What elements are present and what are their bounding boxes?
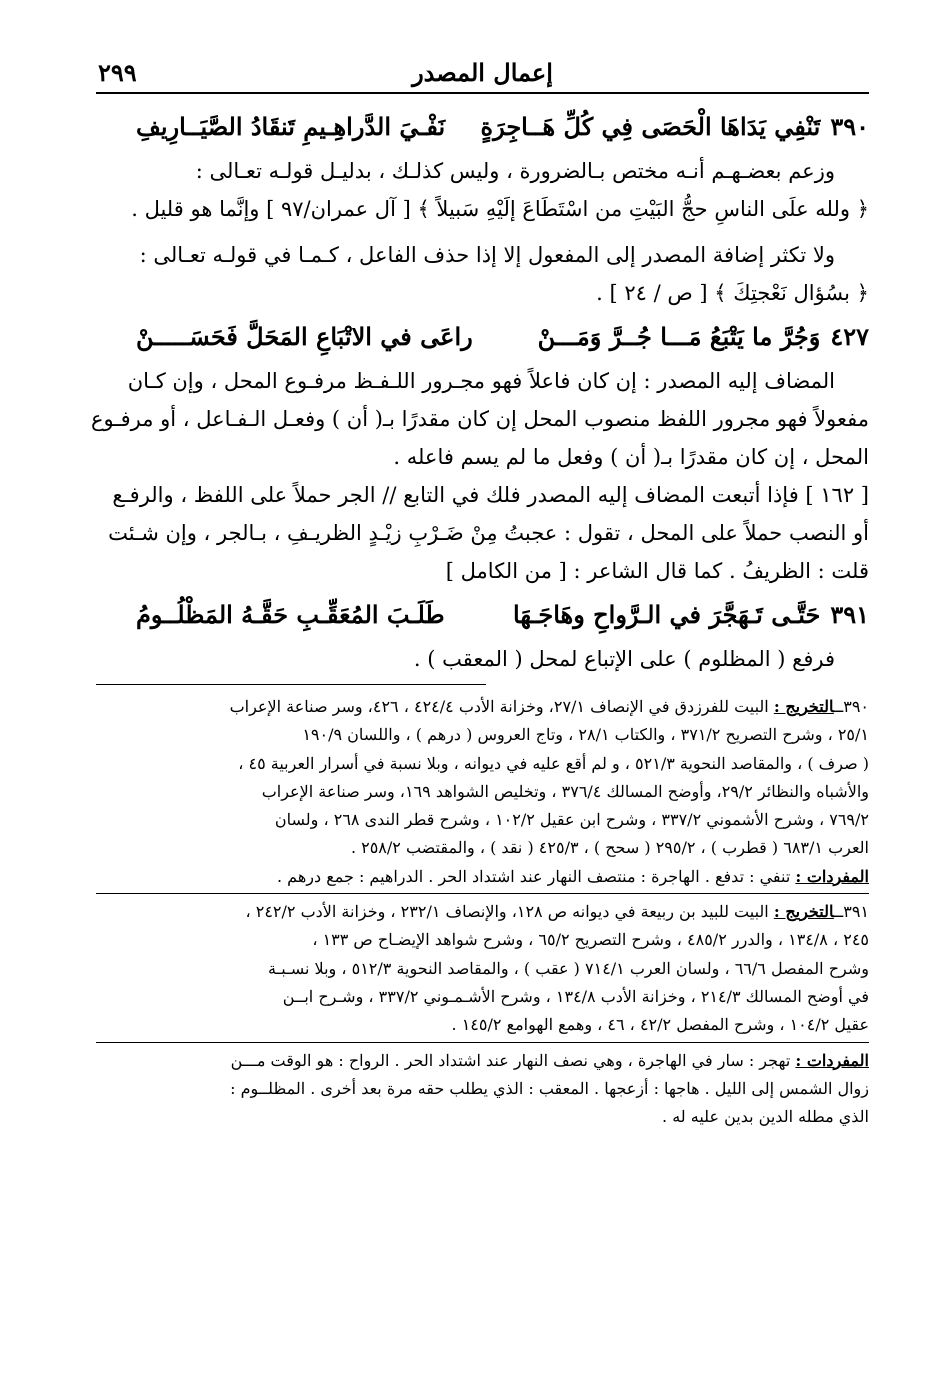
verse-first-hemistich: تَنْفِي يَدَاهَا الْحَصَى فِي كُلِّ هَــاجِرَةٍ bbox=[480, 112, 821, 141]
footnote-line: ٢٥/١ ، وشرح التصريح ٣٧١/٢ ، والكتاب ٢٨/١ ، وتاج العروس ( درهم ) ، واللسان ١٩٠/٩ bbox=[302, 725, 869, 745]
running-header bbox=[96, 52, 869, 94]
book-page bbox=[91, 52, 869, 1131]
footnote-separator bbox=[96, 684, 486, 685]
verse-first-hemistich: حَتَّـى تَـهَجَّرَ في الـرَّواحِ وهَاجَـهَا bbox=[513, 600, 821, 629]
verse-391 bbox=[96, 590, 869, 640]
body-line: مفعولاً فهو مجرور اللفظ منصوب المحل إن كان مقدرًا بـ( أن ) وفعـل الـفـاعل ، أو مرفـوع bbox=[91, 407, 869, 431]
vocab-label: المفردات : bbox=[795, 1050, 869, 1070]
body-line: أو النصب حملاً على المحل ، تقول : عجبتُ مِنْ ضَـرْبِ زيْـدٍ الظريـفِ ، بـالجر ، وإن شـئت bbox=[108, 521, 869, 545]
footnote-line: ٢٤٥ ، ١٣٤/٨ ، والدرر ٤٨٥/٢ ، وشرح التصريح ٦٥/٢ ، وشرح شواهد الإيضـاح ص ١٣٣ ، bbox=[312, 930, 869, 950]
footnote-text: البيت للبيد بن ربيعة في ديوانه ص ١٢٨، والإنصاف ٢٣٢/١ ، وخزانة الأدب ٢٤٢/٢ ، bbox=[245, 902, 769, 922]
footnote-line bbox=[96, 863, 869, 894]
page-number: ٢٩٩ bbox=[98, 58, 137, 87]
footnote-line bbox=[96, 898, 869, 926]
footnote-text: البيت للفرزدق في الإنصاف ٢٧/١، وخزانة الأدب ٤٢٤/٤ ، ٤٢٦، وسر صناعة الإعراب bbox=[229, 697, 769, 716]
verse-number: ٣٩١ bbox=[830, 600, 869, 629]
footnote-line: في أوضح المسالك ٢١٤/٣ ، وخزانة الأدب ١٣٤/٨ ، وشرح الأشـمـوني ٣٣٧/٢ ، وشـرح ابــن bbox=[282, 986, 869, 1006]
body-line: قلت : الظريفُ . كما قال الشاعر : [ من الكامل ] bbox=[445, 559, 869, 583]
footnote-label: التخريج : bbox=[773, 697, 834, 716]
footnote-number: ٣٩١ــ bbox=[833, 902, 869, 922]
body-line: ولا تكثر إضافة المصدر إلى المفعول إلا إذا حذف الفاعل ، كـمـا في قولـه تعـالى : bbox=[139, 243, 835, 267]
footnote-line: زوال الشمس إلى الليل . هاجها : أزعجها . المعقب : الذي يطلب حقه مرة بعد أخرى . المظلــوم : bbox=[230, 1078, 869, 1098]
verse-second-hemistich: طَلَـبَ المُعَقِّـبِ حَقَّـهُ المَظْلُــومُ bbox=[135, 600, 445, 629]
body-line: ﴿ بسُؤال نَعْجتِكَ ﴾ [ ص / ٢٤ ] . bbox=[596, 281, 869, 305]
verse-number: ٣٩٠ bbox=[830, 112, 869, 141]
verse-second-hemistich: راعَى في الاتْبَاعِ المَحَلَّ فَحَسَـــــنْ bbox=[135, 322, 473, 351]
body-line: وزعم بعضـهـم أنـه مختص بـالضرورة ، وليس كذلـك ، بدليـل قولـه تعـالى : bbox=[195, 159, 835, 183]
footnote-label: التخريج : bbox=[773, 902, 834, 922]
chapter-title: إعمال المصدر bbox=[412, 58, 553, 87]
verse-390 bbox=[96, 102, 869, 152]
body-line: فرفع ( المظلوم ) على الإتباع لمحل ( المعقب ) . bbox=[413, 647, 835, 671]
footnote-line: عقيل ١٠٤/٢ ، وشرح المفصل ٤٢/٢ ، ٤٦ ، وهمع الهوامع ١٤٥/٢ . bbox=[96, 1011, 869, 1042]
footnote-line bbox=[96, 693, 869, 721]
body-line: ﴿ ولله علَى الناسِ حجُّ البَيْتِ من اسْتَطَاعَ إلَيْهِ سَبيلاً ﴾ [ آل عمران/٩٧ ] وإنَّما هو قليل . bbox=[131, 197, 869, 221]
footnote-line: والأشباه والنظائر ٢٩/٢، وأوضح المسالك ٣٧٦/٤ ، وتخليص الشواهد ١٦٩، وسر صناعة الإعراب bbox=[261, 781, 869, 801]
footnote-line: العرب ٦٨٣/١ ( قطرب ) ، ٢٩٥/٢ ( سحح ) ، ٤٢٥/٣ ( نقد ) ، والمقتضب ٢٥٨/٢ . bbox=[350, 838, 869, 858]
verse-second-hemistich: نَفْـيَ الدَّراهِـيمِ تَنقَادُ الصَّيَــارِيفِ bbox=[135, 112, 446, 141]
footnotes bbox=[96, 693, 869, 1131]
footnote-line bbox=[96, 1047, 869, 1075]
footnote-line: ٧٦٩/٢ ، وشرح الأشموني ٣٣٧/٢ ، وشرح ابن عقيل ١٠٢/٢ ، وشرح قطر الندى ٢٦٨ ، ولسان bbox=[274, 810, 869, 830]
footnote-line: ( صرف ) ، والمقاصد النحوية ٥٢١/٣ ، و لم أقع عليه في ديوانه ، وبلا نسبة في أسرار العربية ٤٥ ، bbox=[238, 753, 869, 773]
footnote-line: وشرح المفصل ٦٦/٦ ، ولسان العرب ٧١٤/١ ( عقب ) ، والمقاصد النحوية ٥١٢/٣ ، وبلا نسـبـة bbox=[267, 958, 869, 978]
body-line: المضاف إليه المصدر : إن كان فاعلاً فهو مجـرور اللـفـظ مرفـوع المحل ، وإن كـان bbox=[127, 369, 835, 393]
verse-first-hemistich: وَجُرَّ ما يَتْبَعُ مَـــا جُــرَّ وَمَـــنْ bbox=[537, 322, 821, 351]
verse-427 bbox=[96, 312, 869, 362]
vocab-label: المفردات : bbox=[795, 866, 869, 886]
body-line: المحل ، إن كان مقدرًا بـ( أن ) وفعل ما لم يسم فاعله . bbox=[393, 445, 869, 469]
verse-number: ٤٢٧ bbox=[830, 322, 869, 351]
body-line: [ ١٦٢ ] فإذا أتبعت المضاف إليه المصدر فلك في التابع // الجر حملاً على اللفظ ، والرفـع bbox=[112, 483, 869, 507]
vocab-text: تنفي : تدفع . الهاجرة : منتصف النهار عند اشتداد الحر . الدراهيم : جمع درهم . bbox=[277, 866, 791, 886]
footnote-number: ٣٩٠ــ bbox=[833, 697, 869, 716]
footnote-line: الذي مطله الدين بدين عليه له . bbox=[662, 1107, 869, 1127]
vocab-text: تهجر : سار في الهاجرة ، وهي نصف النهار عند اشتداد الحر . الرواح : هو الوقت مـــن bbox=[230, 1050, 791, 1070]
